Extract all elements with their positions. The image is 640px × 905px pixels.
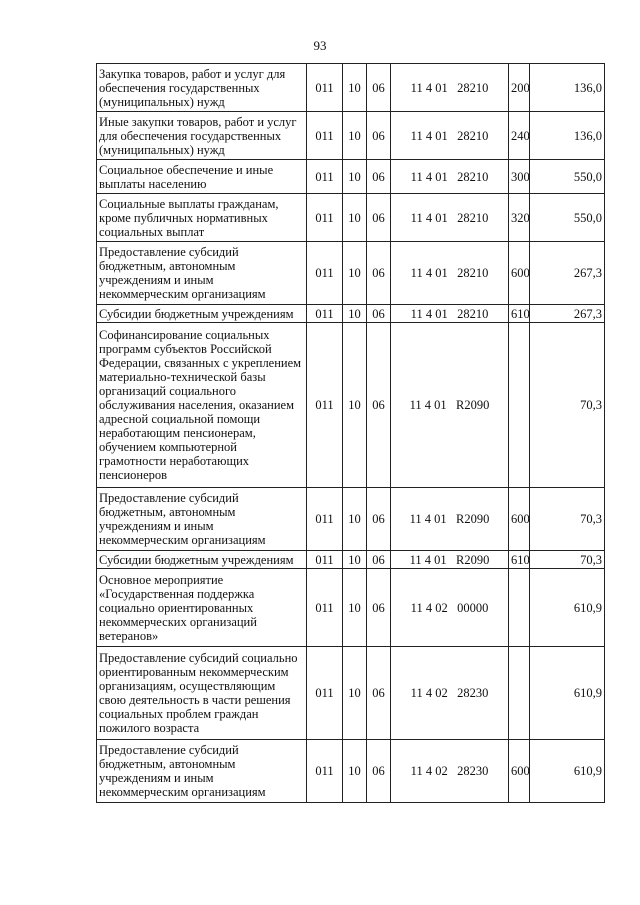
program-code: 11 4 01 [410,80,448,95]
direction-code: 28210 [457,306,489,321]
section-code: 10 [343,160,367,194]
expense-type-code: 300 [509,160,530,194]
table-row [97,64,605,112]
ministry-code: 011 [307,194,343,242]
ministry-code: 011 [307,242,343,305]
subsection-code: 06 [367,242,391,305]
program-code: 11 4 02 [410,764,448,778]
subsection-code: 06 [367,194,391,242]
expense-type-code [509,647,530,740]
row-name: Иные закупки товаров, работ и услуг для обеспечения государственных (муниципальных) нужд [97,112,307,160]
direction-code: 28230 [457,764,489,778]
amount: 550,0 [530,194,605,242]
row-name: Предоставление субсидий бюджетным, автономным учреждениям и иным некоммерческим организациям [97,242,307,305]
direction-code: R2090 [456,398,490,412]
table-row [97,194,605,242]
row-name: Софинансирование социальных программ субъектов Российской Федерации, связанных с укреплением материально-технической базы организаций социального обслуживания населения, оказанием адресной социальной помощи неработающим пенсионерам, обучением компьютерной грамотности неработающих пенсионеров [97,323,307,488]
table-row [97,242,605,305]
subsection-code: 06 [367,740,391,803]
budget-table [96,63,605,803]
row-name: Социальные выплаты гражданам, кроме публичных нормативных социальных выплат [97,194,307,242]
program-code: 11 4 01 [410,169,448,184]
expense-type-code: 610 [509,305,530,323]
target-article-code [391,569,509,647]
target-article-code [391,740,509,803]
section-code: 10 [343,569,367,647]
ministry-code: 011 [307,740,343,803]
table-row [97,647,605,740]
expense-type-code: 610 [509,551,530,569]
direction-code: R2090 [456,552,490,567]
ministry-code: 011 [307,112,343,160]
expense-type-code: 240 [509,112,530,160]
target-article-code [391,551,509,569]
target-article-code [391,647,509,740]
program-code: 11 4 01 [410,266,448,280]
section-code: 10 [343,305,367,323]
subsection-code: 06 [367,647,391,740]
direction-code: 28210 [457,80,489,95]
row-name: Предоставление субсидий бюджетным, автономным учреждениям и иным некоммерческим организациям [97,488,307,551]
program-code: 11 4 01 [409,512,447,526]
row-name: Субсидии бюджетным учреждениям [97,551,307,569]
ministry-code: 011 [307,64,343,112]
section-code: 10 [343,194,367,242]
amount: 136,0 [530,64,605,112]
table-row [97,305,605,323]
row-name: Социальное обеспечение и иные выплаты населению [97,160,307,194]
amount: 70,3 [530,323,605,488]
target-article-code [391,64,509,112]
table-row [97,551,605,569]
ministry-code: 011 [307,305,343,323]
section-code: 10 [343,647,367,740]
ministry-code: 011 [307,323,343,488]
amount: 610,9 [530,740,605,803]
program-code: 11 4 01 [409,552,447,567]
subsection-code: 06 [367,160,391,194]
direction-code: 28210 [457,210,489,225]
direction-code: 28210 [457,266,489,280]
row-name: Предоставление субсидий бюджетным, автономным учреждениям и иным некоммерческим организациям [97,740,307,803]
target-article-code [391,305,509,323]
amount: 610,9 [530,569,605,647]
ministry-code: 011 [307,569,343,647]
subsection-code: 06 [367,569,391,647]
direction-code: 00000 [457,600,489,615]
direction-code: R2090 [456,512,490,526]
section-code: 10 [343,323,367,488]
row-name: Основное мероприятие «Государственная поддержка социально ориентированных некоммерческих организаций ветеранов» [97,569,307,647]
page-number: 93 [313,38,327,53]
section-code: 10 [343,242,367,305]
section-code: 10 [343,488,367,551]
expense-type-code [509,323,530,488]
subsection-code: 06 [367,112,391,160]
amount: 267,3 [530,242,605,305]
amount: 70,3 [530,488,605,551]
table-row [97,160,605,194]
amount: 267,3 [530,305,605,323]
amount: 610,9 [530,647,605,740]
subsection-code: 06 [367,551,391,569]
table-row [97,112,605,160]
table-row [97,488,605,551]
section-code: 10 [343,551,367,569]
expense-type-code: 200 [509,64,530,112]
program-code: 11 4 01 [410,210,448,225]
ministry-code: 011 [307,488,343,551]
program-code: 11 4 02 [410,686,448,700]
target-article-code [391,160,509,194]
expense-type-code [509,569,530,647]
amount: 550,0 [530,160,605,194]
section-code: 10 [343,64,367,112]
target-article-code [391,242,509,305]
row-name: Закупка товаров, работ и услуг для обеспечения государственных (муниципальных) нужд [97,64,307,112]
table-row [97,569,605,647]
ministry-code: 011 [307,160,343,194]
section-code: 10 [343,112,367,160]
ministry-code: 011 [307,551,343,569]
table-row [97,323,605,488]
program-code: 11 4 01 [410,306,448,321]
section-code: 10 [343,740,367,803]
expense-type-code: 600 [509,242,530,305]
target-article-code [391,323,509,488]
subsection-code: 06 [367,488,391,551]
target-article-code [391,112,509,160]
direction-code: 28210 [457,169,489,184]
subsection-code: 06 [367,305,391,323]
program-code: 11 4 01 [410,128,448,143]
subsection-code: 06 [367,64,391,112]
amount: 136,0 [530,112,605,160]
expense-type-code: 600 [509,740,530,803]
expense-type-code: 600 [509,488,530,551]
target-article-code [391,194,509,242]
target-article-code [391,488,509,551]
direction-code: 28230 [457,686,489,700]
ministry-code: 011 [307,647,343,740]
subsection-code: 06 [367,323,391,488]
amount: 70,3 [530,551,605,569]
table-row [97,740,605,803]
row-name: Предоставление субсидий социально ориентированным некоммерческим организациям, осуществляющим свою деятельность в части решения социальных проблем граждан пожилого возраста [97,647,307,740]
program-code: 11 4 02 [410,600,448,615]
direction-code: 28210 [457,128,489,143]
row-name: Субсидии бюджетным учреждениям [97,305,307,323]
expense-type-code: 320 [509,194,530,242]
program-code: 11 4 01 [409,398,447,412]
